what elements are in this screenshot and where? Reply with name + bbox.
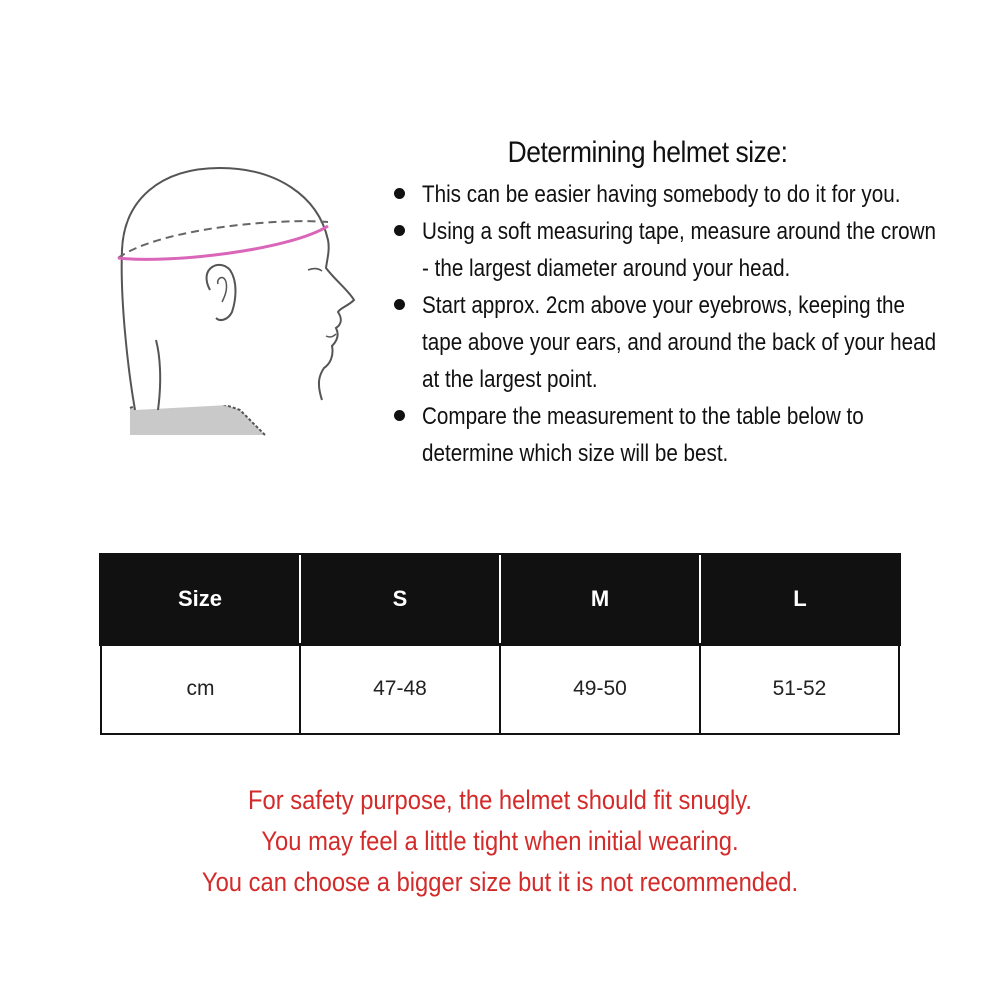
table-cell: cm: [101, 644, 300, 734]
size-table-header: M: [500, 555, 700, 644]
bullet-icon: [394, 225, 405, 236]
notice-line: You may feel a little tight when initial wearing.: [261, 826, 739, 856]
size-table-header: L: [700, 555, 899, 644]
instructions-list: [388, 176, 948, 472]
bullet-icon: [394, 410, 405, 421]
table-cell: 47-48: [300, 644, 500, 734]
safety-notice: [0, 780, 1000, 903]
instruction-item: [388, 398, 982, 472]
table-cell: 51-52: [700, 644, 899, 734]
bullet-icon: [394, 188, 405, 199]
notice-line: For safety purpose, the helmet should fit snugly.: [247, 785, 753, 815]
table-cell: 49-50: [500, 644, 700, 734]
notice-line: You can choose a bigger size but it is not recommended.: [201, 867, 799, 897]
instruction-text: Using a soft measuring tape, measure around the crown - the largest diameter around your head.: [422, 218, 936, 282]
instruction-text: This can be easier having somebody to do it for you.: [422, 181, 901, 208]
instruction-text: Compare the measurement to the table below to determine which size will be best.: [422, 403, 864, 467]
size-table-header: Size: [101, 555, 300, 644]
instruction-item: [388, 287, 982, 398]
table-row: [101, 644, 899, 734]
instructions-panel: [388, 136, 948, 472]
size-table-header-row: [101, 555, 899, 644]
head-measurement-illustration: [90, 150, 390, 450]
bullet-icon: [394, 299, 405, 310]
size-table-header: S: [300, 555, 500, 644]
instructions-title: Determining helmet size:: [507, 136, 788, 169]
head-measurement-icon: [90, 150, 390, 450]
instruction-item: [388, 213, 982, 287]
instruction-item: [388, 176, 982, 213]
size-table: [100, 555, 900, 735]
instruction-text: Start approx. 2cm above your eyebrows, keeping the tape above your ears, and around the back of your head at the largest point.: [422, 292, 937, 393]
